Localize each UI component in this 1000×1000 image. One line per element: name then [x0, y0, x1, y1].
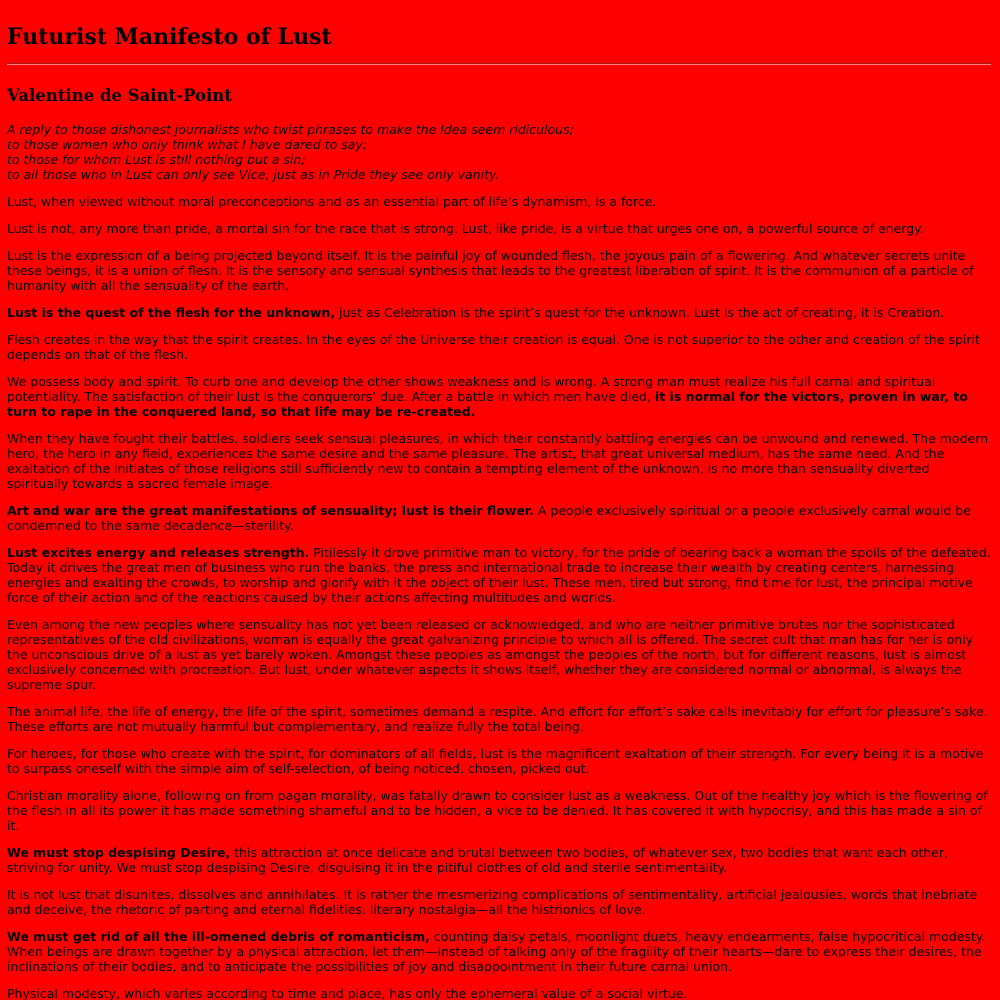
page-title: Futurist Manifesto of Lust	[7, 24, 332, 50]
paragraph	[7, 704, 992, 734]
paragraph	[7, 194, 992, 209]
dedication-line: to those for whom Lust is still nothing but a sin;	[7, 152, 306, 167]
paragraph-text: Even among the new peoples where sensuality has not yet been released or acknowledged, and who are neither primitive brutes nor the sophisticated representatives of the old civilizations, woman is equally the great galvanizing principle to which all is offered. The secret cult that man has for her is only the unconscious drive of a lust as yet barely woken. Amongst these peoples as amongst the peoples of the north, but for different reasons, lust is almost exclusively concerned with procreation. But lust, under whatever aspects it shows itself, whether they are considered normal or abnormal, is always the supreme spur.	[7, 617, 974, 692]
paragraph	[7, 305, 992, 320]
paragraph	[7, 845, 992, 875]
author-heading: Valentine de Saint-Point	[7, 86, 232, 105]
paragraph-text: this attraction at once delicate and brutal between two bodies, of whatever sex, two bodies that want each other, striving for unity. We must stop despising Desire, disguising it in the pitiful clothes of old and sterile sentimentality.	[7, 845, 948, 875]
paragraph	[7, 887, 992, 917]
paragraph-text: Lust, when viewed without moral preconceptions and as an essential part of life’s dynamism, is a force.	[7, 194, 657, 209]
paragraph-text: Flesh creates in the way that the spirit creates. In the eyes of the Universe their creation is equal. One is not superior to the other and creation of the spirit depends on that of the flesh.	[7, 332, 980, 362]
dedication-line: A reply to those dishonest journalists who twist phrases to make the Idea seem ridiculous;	[7, 122, 574, 137]
paragraph-text: counting daisy petals, moonlight duets, heavy endearments, false hypocritical modesty. When beings are drawn together by a physical attraction, let them—instead of talking only of the fragility of their hearts—dare to express their desires, the inclinations of their bodies, and to anticipate the possibilities of joy and disappointment in their future carnal union.	[7, 929, 986, 974]
dedication-line: to all those who in Lust can only see Vice, just as in Pride they see only vanity.	[7, 167, 500, 182]
paragraph-text: A people exclusively spiritual or a people exclusively carnal would be condemned to the same decadence—sterility.	[7, 503, 971, 533]
paragraph	[7, 545, 992, 605]
dedication	[7, 122, 992, 182]
paragraph	[7, 788, 992, 833]
paragraph-text: When they have fought their battles, soldiers seek sensual pleasures, in which their constantly battling energies can be unwound and renewed. The modern hero, the hero in any field, experiences the same desire and the same pleasure. The artist, that great universal medium, has the same need. And the exaltation of the initiates of those religions still sufficiently new to contain a tempting element of the unknown, is no more than sensuality diverted spiritually towards a sacred female image.	[7, 431, 989, 491]
paragraph-text: Lust is the expression of a being projected beyond itself. It is the painful joy of wounded flesh, the joyous pain of a flowering. And whatever secrets unite these beings, it is a union of flesh. It is the sensory and sensual synthesis that leads to the greatest liberation of spirit. It is the communion of a particle of humanity with all the sensuality of the earth.	[7, 248, 974, 293]
dedication-line: to those women who only think what I have dared to say;	[7, 137, 368, 152]
paragraph-text: just as Celebration is the spirit’s quest for the unknown. Lust is the act of creating, it is Creation.	[335, 305, 945, 320]
paragraph-emphasis: it is normal for the victors, proven in war, to turn to rape in the conquered land, so that life may be re-created.	[7, 389, 968, 419]
paragraph-emphasis: Lust is the quest of the flesh for the unknown,	[7, 305, 336, 320]
paragraph-text: It is not lust that disunites, dissolves and annihilates. It is rather the mesmerizing complications of sentimentality, artificial jealousies, words that inebriate and deceive, the rhetoric of parting and eternal fidelities, literary nostalgia—all the histrionics of love.	[7, 887, 978, 917]
paragraph	[7, 431, 992, 491]
paragraph	[7, 374, 992, 419]
paragraph-text: Christian morality alone, following on from pagan morality, was fatally drawn to consider lust as a weakness. Out of the healthy joy which is the flowering of the flesh in all its power it has made something shameful and to be hidden, a vice to be denied. It has covered it with hypocrisy, and this has made a sin of it.	[7, 788, 988, 833]
paragraph	[7, 929, 992, 974]
paragraph	[7, 332, 992, 362]
paragraph	[7, 221, 992, 236]
paragraph-emphasis: Art and war are the great manifestations of sensuality; lust is their flower.	[7, 503, 534, 518]
paragraph-text: Lust is not, any more than pride, a mortal sin for the race that is strong. Lust, like pride, is a virtue that urges one on, a powerful source of energy.	[7, 221, 924, 236]
paragraph-text: For heroes, for those who create with the spirit, for dominators of all fields, lust is the magnificent exaltation of their strength. For every being it is a motive to surpass oneself with the simple aim of self-selection, of being noticed, chosen, picked out.	[7, 746, 984, 776]
paragraph-text: We possess body and spirit. To curb one and develop the other shows weakness and is wrong. A strong man must realize his full carnal and spiritual potentiality. The satisfaction of their lust is the conquerors’ due. After a battle in which men have died,	[7, 374, 936, 404]
paragraph	[7, 617, 992, 692]
paragraph-emphasis: We must stop despising Desire,	[7, 845, 231, 860]
paragraph	[7, 986, 992, 1000]
paragraph-text: Pitilessly it drove primitive man to victory, for the pride of bearing back a woman the spoils of the defeated. Today it drives the great men of business who run the banks, the press and international trade to increase their wealth by creating centers, harnessing energies and exalting the crowds, to worship and glorify with it the object of their lust. These men, tired but strong, find time for lust, the principal motive force of their action and of the reactions caused by their actions affecting multitudes and worlds.	[7, 545, 991, 605]
paragraph	[7, 503, 992, 533]
paragraph-text: The animal life, the life of energy, the life of the spirit, sometimes demand a respite. And effort for effort’s sake calls inevitably for effort for pleasure’s sake. These efforts are not mutually harmful but complementary, and realize fully the total being.	[7, 704, 988, 734]
paragraph	[7, 746, 992, 776]
title-divider	[7, 63, 991, 65]
paragraph-emphasis: Lust excites energy and releases strength.	[7, 545, 310, 560]
paragraph-text: Physical modesty, which varies according to time and place, has only the ephemeral value of a social virtue.	[7, 986, 688, 1000]
paragraph-emphasis: We must get rid of all the ill-omened debris of romanticism,	[7, 929, 430, 944]
manifesto-body	[7, 122, 992, 1000]
paragraph	[7, 248, 992, 293]
